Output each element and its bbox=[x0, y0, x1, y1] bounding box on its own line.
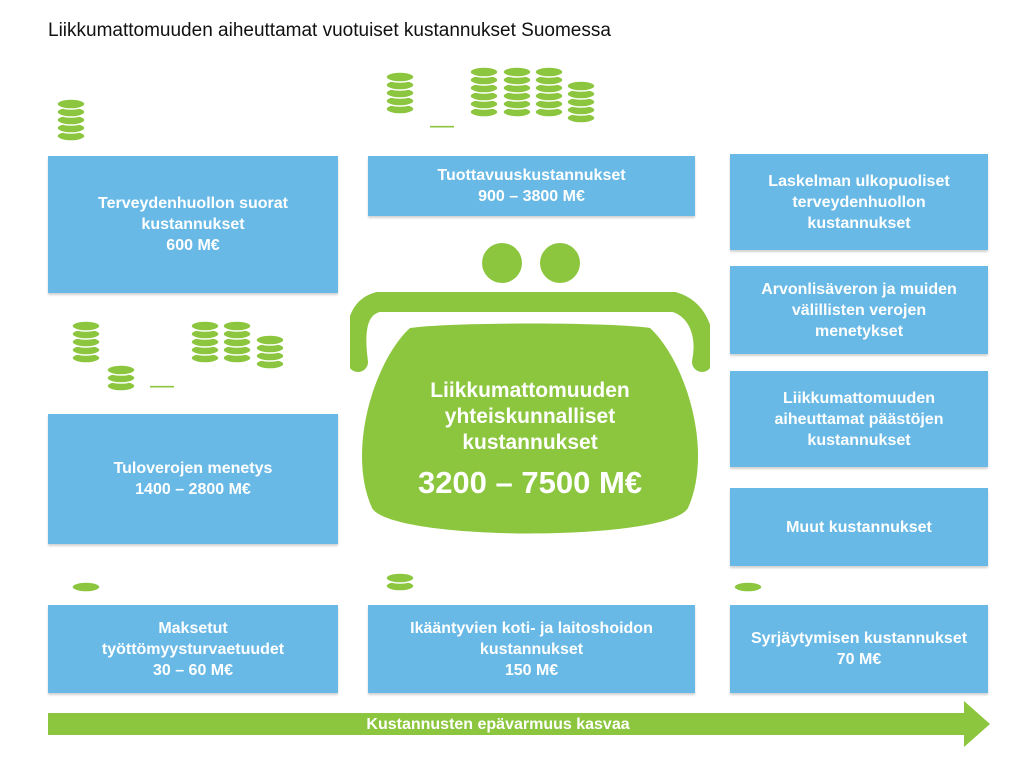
health-direct-costs-label: Terveydenhuollon suorat kustannukset 600 M€ bbox=[98, 195, 288, 254]
center-total-amount: 3200 – 7500 M€ bbox=[417, 465, 643, 500]
external-health-costs-label: Laskelman ulkopuoliset terveydenhuollon kustannukset bbox=[768, 172, 950, 232]
center-title-line-2: yhteiskunnalliset bbox=[444, 405, 616, 428]
unemployment-benefits-label: Maksetut työttömyysturvaetuudet 30 – 60 M€ bbox=[101, 619, 285, 679]
emissions-costs-box bbox=[730, 371, 988, 467]
productivity-costs-box bbox=[368, 156, 695, 216]
purse-text bbox=[360, 378, 700, 504]
coin-stack-icon bbox=[56, 99, 86, 142]
dash-symbol: — bbox=[430, 112, 454, 139]
page-title: Liikkumattomuuden aiheuttamat vuotuiset kustannukset Suomessa bbox=[48, 20, 611, 41]
coin-stack-icon bbox=[385, 573, 415, 592]
productivity-costs-label: Tuottavuuskustannukset 900 – 3800 M€ bbox=[437, 167, 626, 205]
emissions-costs-label: Liikkumattomuuden aiheuttamat päästöjen kustannukset bbox=[774, 389, 944, 449]
other-costs-label: Muut kustannukset bbox=[786, 518, 932, 536]
external-health-costs-box bbox=[730, 154, 988, 250]
income-tax-loss-box bbox=[48, 414, 338, 544]
coin-stack-icon bbox=[385, 72, 415, 115]
elderly-care-costs-label: Ikääntyvien koti- ja laitoshoidon kustannukset 150 M€ bbox=[410, 619, 653, 679]
unemployment-benefits-box bbox=[48, 605, 338, 693]
health-direct-costs-box bbox=[48, 156, 338, 293]
center-title-line-3: kustannukset bbox=[462, 431, 598, 454]
elderly-care-costs-box bbox=[368, 605, 695, 693]
coin-stack-icon bbox=[190, 321, 285, 370]
other-costs-box bbox=[730, 488, 988, 566]
vat-loss-box bbox=[730, 266, 988, 354]
vat-loss-label: Arvonlisäveron ja muiden välillisten verojen menetykset bbox=[761, 280, 957, 340]
coin-stack-icon bbox=[71, 321, 136, 392]
coin-stack-icon bbox=[469, 67, 596, 124]
exclusion-costs-box bbox=[730, 605, 988, 693]
uncertainty-arrow-label: Kustannusten epävarmuus kasvaa bbox=[366, 716, 630, 733]
income-tax-loss-label: Tuloverojen menetys 1400 – 2800 M€ bbox=[113, 460, 273, 498]
coin-icon bbox=[733, 582, 763, 593]
coin-icon bbox=[71, 582, 101, 593]
dash-symbol: — bbox=[150, 372, 174, 399]
center-title-line-1: Liikkumattomuuden bbox=[430, 379, 630, 402]
exclusion-costs-label: Syrjäytymisen kustannukset 70 M€ bbox=[750, 630, 968, 668]
